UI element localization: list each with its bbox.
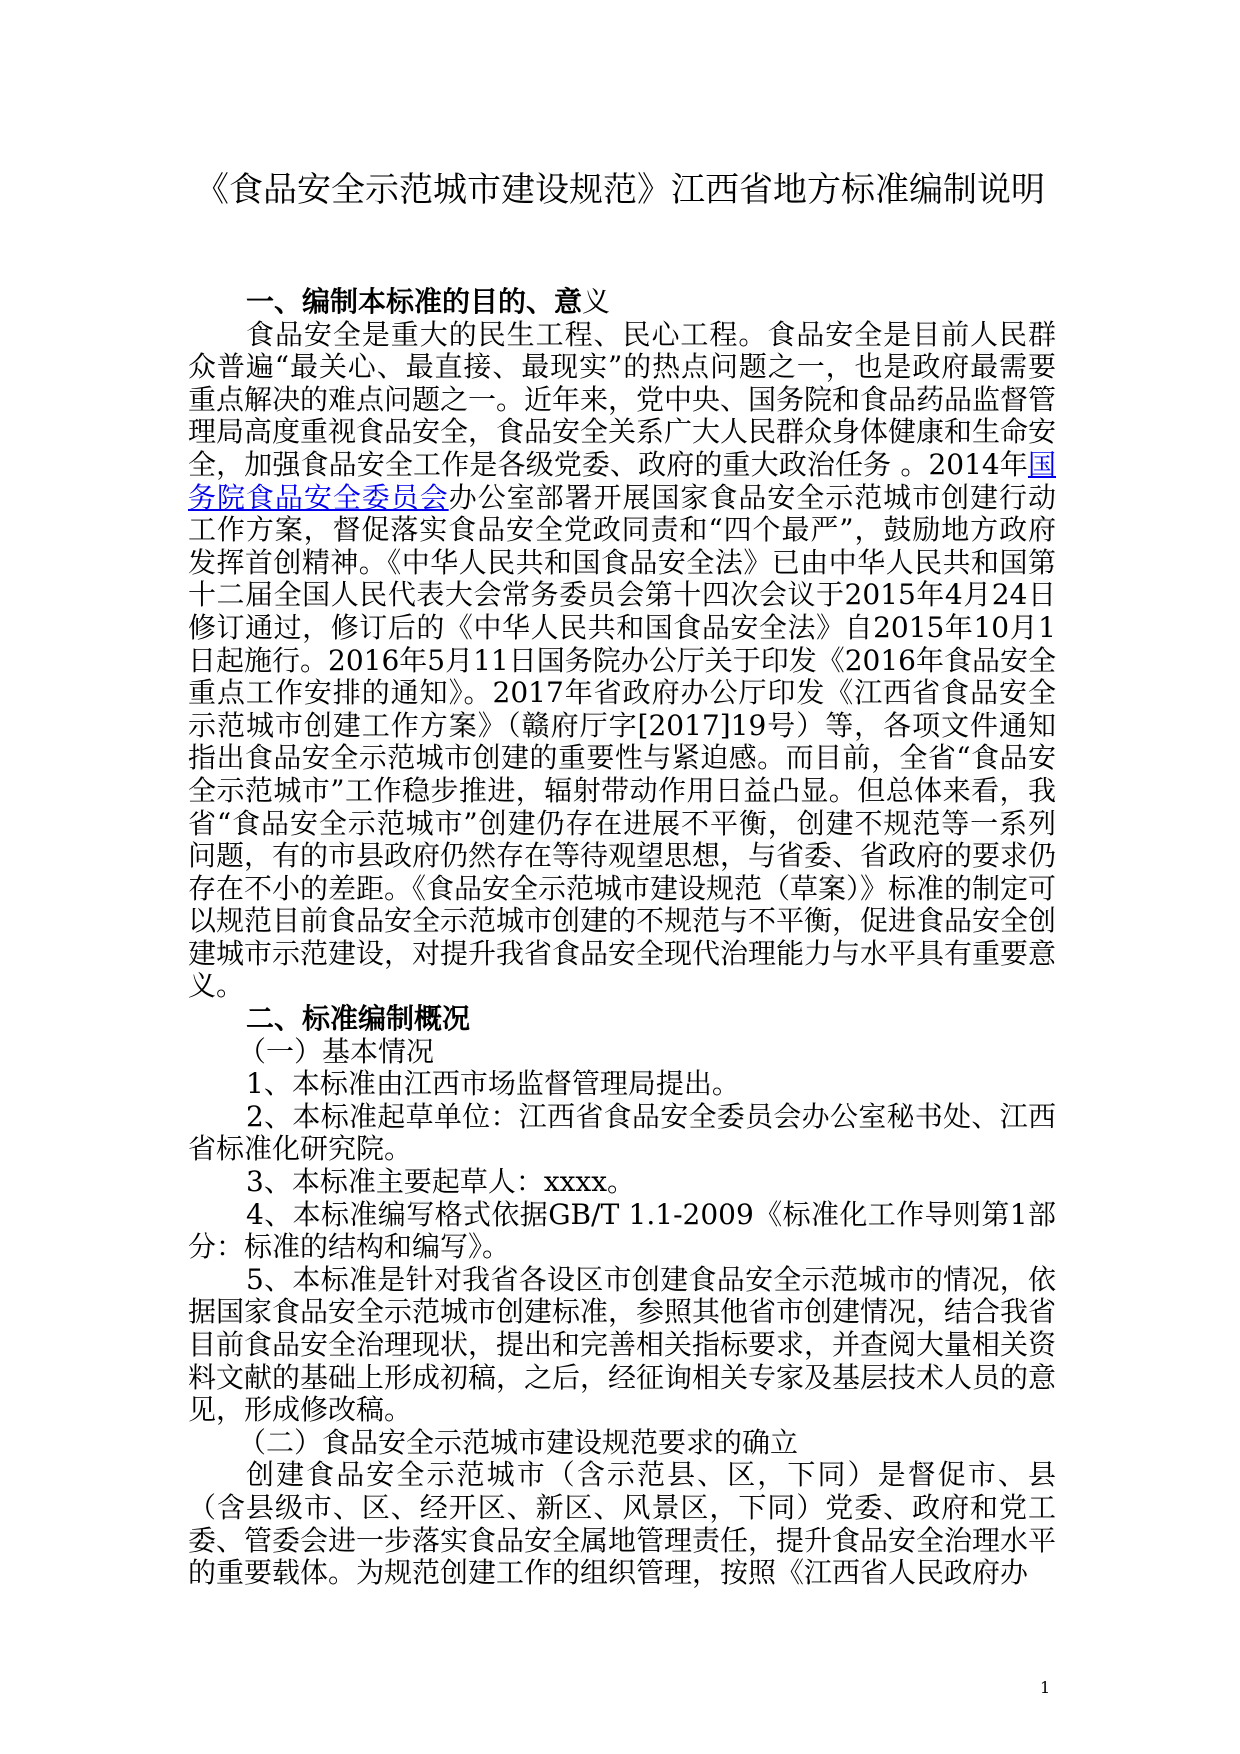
list-item: 3、本标准主要起草人：xxxx。 <box>246 1165 635 1199</box>
section-2-heading: 二、标准编制概况 <box>246 1002 471 1036</box>
page-number: 1 <box>1040 1678 1051 1697</box>
list-item: 5、本标准是针对我省各设区市创建食品安全示范城市的情况，依据国家食品安全示范城市创建标准，参照其他省市创建情况，结合我省目前食品安全治理现状，提出和完善相关指标要求，并查阅大量相关资料文献的基础上形成初稿，之后，经征询相关专家及基层技术人员的意见，形成修改稿。 <box>188 1262 1057 1427</box>
list-item: 4、本标准编写格式依据GB/T 1.1-2009《标准化工作导则第1部分：标准的结构和编写》。 <box>188 1197 1056 1264</box>
section-1-heading <box>188 286 1056 319</box>
page-title: 《食品安全示范城市建设规范》江西省地方标准编制说明 <box>195 170 1045 210</box>
section-1-paragraph <box>188 319 1056 1003</box>
section-2-subheading-2: （二）食品安全示范城市建设规范要求的确立 <box>238 1425 799 1459</box>
list-item: 2、本标准起草单位：江西省食品安全委员会办公室秘书处、江西省标准化研究院。 <box>188 1099 1056 1166</box>
section-1-heading-tail: 义 <box>582 285 611 318</box>
state-council-food-safety-committee-link[interactable]: 国务院食品安全委员会 <box>188 447 1056 514</box>
section-1-paragraph-text-a: 食品安全是重大的民生工程、民心工程。食品安全是目前人民群众普遍“最关心、最直接、最现实”的热点问题之一，也是政府最需要重点解决的难点问题之一。近年来，党中央、国务院和食品药品监督管理局高度重视食品安全，食品安全关系广大人民群众身体健康和生命安全，加强食品安全工作是各级党委、政府的重大政治任务 。2014年 <box>188 317 1057 481</box>
section-2-paragraph: 创建食品安全示范城市（含示范县、区，下同）是督促市、县（含县级市、区、经开区、新区、风景区，下同）党委、政府和党工委、管委会进一步落实食品安全属地管理责任，提升食品安全治理水平的重要载体。为规范创建工作的组织管理，按照《江西省人民政府办 <box>188 1458 1057 1590</box>
document-body <box>188 286 1056 1590</box>
list-item: 1、本标准由江西市场监督管理局提出。 <box>246 1067 740 1101</box>
section-2-subheading-1: （一）基本情况 <box>238 1034 435 1068</box>
section-1-paragraph-text-b: 办公室部署开展国家食品安全示范城市创建行动工作方案，督促落实食品安全党政同责和“四个最严”，鼓励地方政府发挥首创精神。《中华人民共和国食品安全法》已由中华人民共和国第十二届全国人民代表大会常务委员会第十四次会议于2015年4月24日修订通过，修订后的《中华人民共和国食品安全法》自2015年10月1日起施行。2016年5月11日国务院办公厅关于印发《2016年食品安全重点工作安排的通知》。2017年省政府办公厅印发《江西省食品安全示范城市创建工作方案》（赣府厅字[2017]19号）等，各项文件通知指出食品安全示范城市创建的重要性与紧迫感。而目前，全省“食品安全示范城市”工作稳步推进，辐射带动作用日益凸显。但总体来看，我省“食品安全示范城市”创建仍存在进展不平衡，创建不规范等一系列问题，有的市县政府仍然存在等待观望思想，与省委、省政府的要求仍存在不小的差距。《食品安全示范城市建设规范（草案）》标准的制定可以规范目前食品安全示范城市创建的不规范与不平衡，促进食品安全创建城市示范建设，对提升我省食品安全现代治理能力与水平具有重要意义。 <box>188 480 1057 1003</box>
section-1-heading-bold: 一、编制本标准的目的、意 <box>246 285 583 318</box>
